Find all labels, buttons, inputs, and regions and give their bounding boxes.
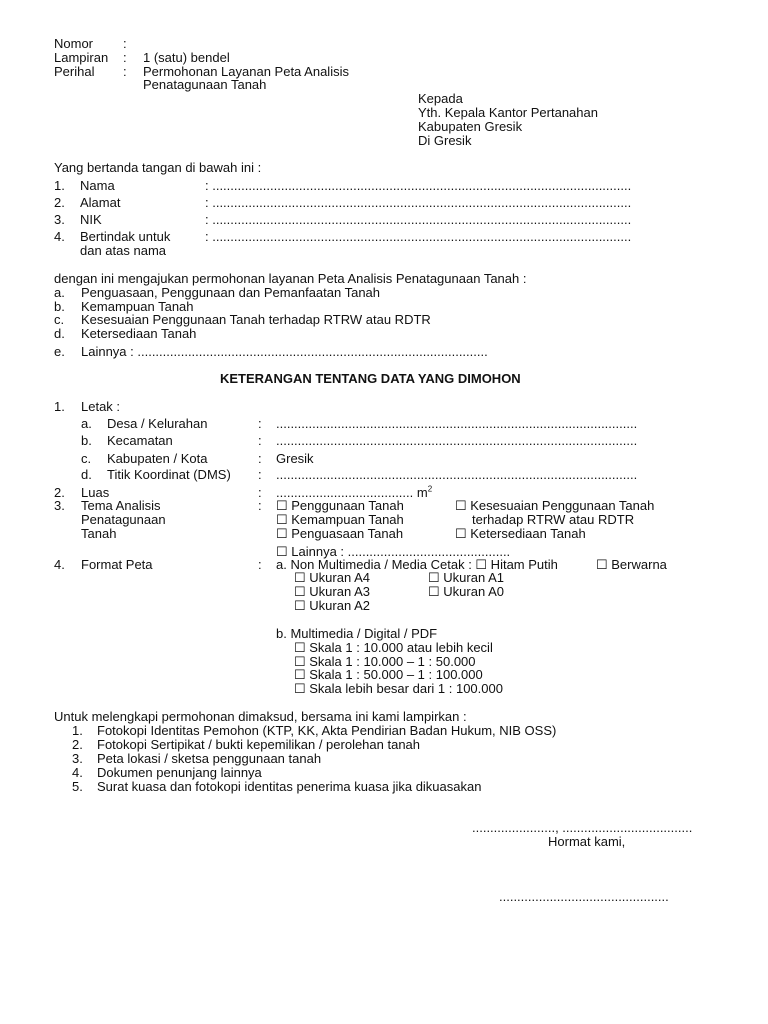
- luas-value[interactable]: ......................................: [276, 485, 414, 500]
- checkbox-lainnya[interactable]: ☐ Lainnya : .............................................: [276, 544, 511, 559]
- nomor-colon: :: [123, 36, 127, 51]
- applicant-value-alamat[interactable]: : ....................................................................................................................: [205, 195, 632, 210]
- letak-letter: b.: [81, 433, 92, 448]
- kecamatan-label: Kecamatan: [107, 433, 173, 448]
- checkbox-ukuran-a0[interactable]: ☐ Ukuran A0: [428, 584, 504, 599]
- koordinat-value[interactable]: ....................................................................................................: [276, 467, 638, 482]
- request-option-a: Penguasaan, Penggunaan dan Pemanfaatan Tanah: [81, 285, 381, 300]
- signature-place-date[interactable]: ......................., ....................................: [472, 820, 693, 835]
- request-letter: d.: [54, 326, 65, 341]
- attachment-item: Peta lokasi / sketsa penggunaan tanah: [97, 751, 322, 766]
- perihal-line1: Permohonan Layanan Peta Analisis: [143, 64, 349, 79]
- kecamatan-value[interactable]: ....................................................................................................: [276, 433, 638, 448]
- desa-label: Desa / Kelurahan: [107, 416, 208, 431]
- lampiran-label: Lampiran: [54, 50, 109, 65]
- request-option-c: Kesesuaian Penggunaan Tanah terhadap RTRW atau RDTR: [81, 312, 431, 327]
- applicant-label-alamat: Alamat: [80, 195, 121, 210]
- section-title: KETERANGAN TENTANG DATA YANG DIMOHON: [220, 371, 521, 386]
- koordinat-colon: :: [258, 467, 262, 482]
- checkbox-ukuran-a4[interactable]: ☐ Ukuran A4: [294, 570, 370, 585]
- format-num: 4.: [54, 557, 65, 572]
- signature-name-line[interactable]: ...............................................: [499, 889, 669, 904]
- checkbox-skala-2[interactable]: ☐ Skala 1 : 10.000 – 1 : 50.000: [294, 654, 476, 669]
- luas-label: Luas: [81, 485, 110, 500]
- lampiran-value: 1 (satu) bendel: [143, 50, 230, 65]
- applicant-num: 2.: [54, 195, 65, 210]
- attachments-intro: Untuk melengkapi permohonan dimaksud, bersama ini kami lampirkan :: [54, 709, 467, 724]
- letak-label: Letak :: [81, 399, 121, 414]
- checkbox-penggunaan-tanah[interactable]: ☐ Penggunaan Tanah: [276, 498, 404, 513]
- letak-letter: c.: [81, 451, 92, 466]
- attachment-item: Fotokopi Sertipikat / bukti kepemilikan / perolehan tanah: [97, 737, 421, 752]
- applicant-num: 4.: [54, 229, 65, 244]
- checkbox-ketersediaan[interactable]: ☐ Ketersediaan Tanah: [455, 526, 586, 541]
- recipient-line1: Kepada: [418, 91, 463, 106]
- checkbox-kemampuan-tanah[interactable]: ☐ Kemampuan Tanah: [276, 512, 404, 527]
- request-option-e[interactable]: Lainnya : .................................................................................................: [81, 344, 488, 359]
- luas-colon: :: [258, 485, 262, 500]
- tema-colon: :: [258, 498, 262, 513]
- applicant-value-nik[interactable]: : ....................................................................................................................: [205, 212, 632, 227]
- attachment-num: 2.: [72, 737, 83, 752]
- letak-letter: a.: [81, 416, 92, 431]
- letak-letter: d.: [81, 467, 92, 482]
- request-letter: e.: [54, 344, 65, 359]
- lampiran-colon: :: [123, 50, 127, 65]
- format-non-multimedia[interactable]: a. Non Multimedia / Media Cetak : ☐ Hitam Putih: [276, 557, 558, 572]
- attachment-item: Surat kuasa dan fotokopi identitas penerima kuasa jika dikuasakan: [97, 779, 482, 794]
- luas-unit-sup: 2: [427, 484, 433, 494]
- applicant-label-bertindak-2: dan atas nama: [80, 243, 167, 258]
- request-letter: a.: [54, 285, 65, 300]
- recipient-line3: Kabupaten Gresik: [418, 119, 523, 134]
- attachment-num: 1.: [72, 723, 83, 738]
- applicant-label-bertindak: Bertindak untuk: [80, 229, 171, 244]
- koordinat-label: Titik Koordinat (DMS): [107, 467, 231, 482]
- attachment-num: 3.: [72, 751, 83, 766]
- luas-unit: m: [416, 485, 428, 500]
- checkbox-ukuran-a1[interactable]: ☐ Ukuran A1: [428, 570, 504, 585]
- request-option-b: Kemampuan Tanah: [81, 299, 194, 314]
- letak-num: 1.: [54, 399, 65, 414]
- kecamatan-colon: :: [258, 433, 262, 448]
- request-letter: c.: [54, 312, 65, 327]
- attachment-item: Fotokopi Identitas Pemohon (KTP, KK, Akta Pendirian Badan Hukum, NIB OSS): [97, 723, 557, 738]
- kesesuaian-line2: terhadap RTRW atau RDTR: [472, 512, 635, 527]
- perihal-colon: :: [123, 64, 127, 79]
- signature-closing: Hormat kami,: [548, 834, 626, 849]
- checkbox-berwarna[interactable]: ☐ Berwarna: [596, 557, 667, 572]
- checkbox-kesesuaian[interactable]: ☐ Kesesuaian Penggunaan Tanah: [455, 498, 655, 513]
- luas-num: 2.: [54, 485, 65, 500]
- checkbox-skala-1[interactable]: ☐ Skala 1 : 10.000 atau lebih kecil: [294, 640, 493, 655]
- applicant-num: 3.: [54, 212, 65, 227]
- perihal-label: Perihal: [54, 64, 95, 79]
- checkbox-skala-3[interactable]: ☐ Skala 1 : 50.000 – 1 : 100.000: [294, 667, 483, 682]
- recipient-line4: Di Gresik: [418, 133, 472, 148]
- applicant-label-nama: Nama: [80, 178, 115, 193]
- desa-colon: :: [258, 416, 262, 431]
- attachment-num: 5.: [72, 779, 83, 794]
- checkbox-ukuran-a2[interactable]: ☐ Ukuran A2: [294, 598, 370, 613]
- applicant-label-nik: NIK: [80, 212, 102, 227]
- desa-value[interactable]: ....................................................................................................: [276, 416, 638, 431]
- format-colon: :: [258, 557, 262, 572]
- nomor-label: Nomor: [54, 36, 94, 51]
- kabupaten-label: Kabupaten / Kota: [107, 451, 208, 466]
- kabupaten-colon: :: [258, 451, 262, 466]
- recipient-line2: Yth. Kepala Kantor Pertanahan: [418, 105, 598, 120]
- checkbox-ukuran-a3[interactable]: ☐ Ukuran A3: [294, 584, 370, 599]
- applicant-num: 1.: [54, 178, 65, 193]
- applicant-intro: Yang bertanda tangan di bawah ini :: [54, 160, 262, 175]
- format-multimedia: b. Multimedia / Digital / PDF: [276, 626, 438, 641]
- tema-label-3: Tanah: [81, 526, 117, 541]
- tema-num: 3.: [54, 498, 65, 513]
- request-option-d: Ketersediaan Tanah: [81, 326, 197, 341]
- tema-label-1: Tema Analisis: [81, 498, 161, 513]
- request-intro: dengan ini mengajukan permohonan layanan Peta Analisis Penatagunaan Tanah :: [54, 271, 527, 286]
- tema-label-2: Penatagunaan: [81, 512, 166, 527]
- checkbox-penguasaan-tanah[interactable]: ☐ Penguasaan Tanah: [276, 526, 404, 541]
- format-label: Format Peta: [81, 557, 153, 572]
- kabupaten-value[interactable]: Gresik: [276, 451, 314, 466]
- applicant-value-bertindak[interactable]: : ....................................................................................................................: [205, 229, 632, 244]
- checkbox-skala-4[interactable]: ☐ Skala lebih besar dari 1 : 100.000: [294, 681, 503, 696]
- attachment-num: 4.: [72, 765, 83, 780]
- request-letter: b.: [54, 299, 65, 314]
- applicant-value-nama[interactable]: : ....................................................................................................................: [205, 178, 632, 193]
- attachment-item: Dokumen penunjang lainnya: [97, 765, 262, 780]
- perihal-line2: Penatagunaan Tanah: [143, 77, 267, 92]
